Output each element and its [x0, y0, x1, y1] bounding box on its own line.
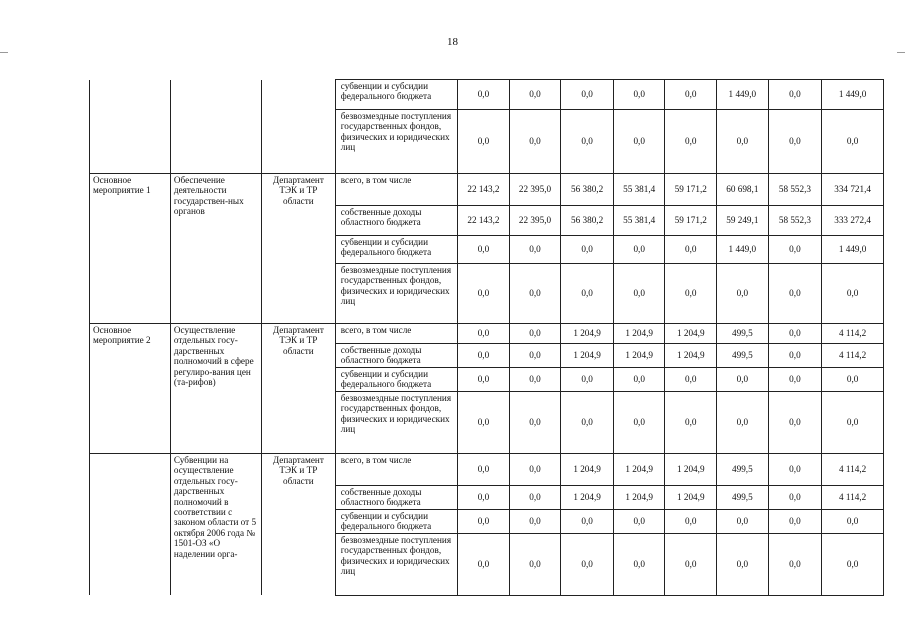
amount-cell: 1 204,9: [561, 454, 614, 486]
amount-cell: 0,0: [768, 533, 822, 595]
amount-cell: 0,0: [509, 80, 561, 110]
amount-cell: 22 143,2: [458, 174, 510, 206]
amount-cell: 0,0: [561, 110, 614, 174]
amount-cell: 1 204,9: [665, 324, 717, 344]
funding-source-label: всего, в том числе: [335, 454, 457, 486]
amount-cell: 0,0: [561, 509, 614, 533]
amount-cell: 0,0: [768, 264, 822, 324]
amount-cell: 0,0: [665, 533, 717, 595]
amount-cell: 1 204,9: [665, 486, 717, 510]
amount-cell: 0,0: [458, 324, 510, 344]
amount-cell: 59 249,1: [717, 206, 769, 236]
executor-cell: Департамент ТЭК и ТР области: [261, 454, 335, 596]
amount-cell: 0,0: [458, 533, 510, 595]
amount-cell: 0,0: [509, 454, 561, 486]
amount-cell: 0,0: [717, 533, 769, 595]
amount-cell: 0,0: [509, 486, 561, 510]
table-row: [90, 80, 884, 110]
funding-source-label: всего, в том числе: [335, 174, 457, 206]
amount-cell: 58 552,3: [768, 174, 822, 206]
amount-cell: 0,0: [458, 368, 510, 392]
amount-cell: 0,0: [509, 324, 561, 344]
amount-cell: 59 171,2: [665, 206, 717, 236]
amount-cell: 0,0: [768, 236, 822, 264]
amount-cell: 0,0: [509, 368, 561, 392]
amount-cell: 1 204,9: [613, 344, 665, 368]
amount-cell: 0,0: [717, 110, 769, 174]
amount-cell: 0,0: [613, 533, 665, 595]
amount-cell: 0,0: [768, 368, 822, 392]
amount-cell: 1 204,9: [665, 344, 717, 368]
amount-cell: 0,0: [822, 392, 884, 454]
amount-cell: 0,0: [717, 264, 769, 324]
program-cell: [170, 80, 261, 174]
amount-cell: 0,0: [458, 344, 510, 368]
amount-cell: 22 395,0: [509, 206, 561, 236]
amount-cell: 1 204,9: [561, 344, 614, 368]
amount-cell: 0,0: [665, 392, 717, 454]
amount-cell: 0,0: [822, 368, 884, 392]
section-cell: Основное мероприятие 1: [90, 174, 171, 324]
amount-cell: 1 449,0: [822, 236, 884, 264]
amount-cell: 0,0: [665, 368, 717, 392]
funding-source-label: безвозмездные поступления государственных фондов, физических и юридических лиц: [335, 392, 457, 454]
funding-source-label: безвозмездные поступления государственных фондов, физических и юридических лиц: [335, 110, 457, 174]
amount-cell: 4 114,2: [822, 324, 884, 344]
amount-cell: 0,0: [613, 368, 665, 392]
amount-cell: 4 114,2: [822, 486, 884, 510]
amount-cell: 0,0: [665, 509, 717, 533]
amount-cell: 0,0: [561, 533, 614, 595]
table-row: [90, 324, 884, 344]
executor-cell: [261, 80, 335, 174]
funding-source-label: субвенции и субсидии федерального бюджета: [335, 236, 457, 264]
amount-cell: 22 143,2: [458, 206, 510, 236]
amount-cell: 0,0: [768, 454, 822, 486]
amount-cell: 0,0: [613, 110, 665, 174]
amount-cell: 0,0: [665, 264, 717, 324]
amount-cell: 499,5: [717, 486, 769, 510]
right-edge-mark: [897, 52, 905, 53]
amount-cell: 0,0: [822, 509, 884, 533]
amount-cell: 0,0: [458, 486, 510, 510]
table-body: [90, 80, 884, 596]
amount-cell: 0,0: [509, 533, 561, 595]
program-cell: Субвенции на осуществление отдельных госу-дарственных полномочий в соответствии с законом области от 5 октября 2006 года № 1501-ОЗ «О наделении орга-: [170, 454, 261, 596]
amount-cell: 58 552,3: [768, 206, 822, 236]
executor-cell: Департамент ТЭК и ТР области: [261, 324, 335, 454]
amount-cell: 0,0: [613, 80, 665, 110]
table-row: [90, 174, 884, 206]
section-cell: [90, 454, 171, 596]
amount-cell: 0,0: [665, 80, 717, 110]
amount-cell: 0,0: [768, 324, 822, 344]
left-edge-mark: [0, 52, 8, 53]
amount-cell: 0,0: [613, 264, 665, 324]
amount-cell: 0,0: [561, 392, 614, 454]
amount-cell: 499,5: [717, 344, 769, 368]
amount-cell: 0,0: [458, 264, 510, 324]
amount-cell: 0,0: [768, 344, 822, 368]
amount-cell: 0,0: [561, 236, 614, 264]
amount-cell: 1 204,9: [561, 324, 614, 344]
table-row: [90, 454, 884, 486]
funding-source-label: собственные доходы областного бюджета: [335, 206, 457, 236]
amount-cell: 0,0: [665, 236, 717, 264]
amount-cell: 0,0: [768, 486, 822, 510]
amount-cell: 499,5: [717, 454, 769, 486]
amount-cell: 0,0: [822, 533, 884, 595]
executor-cell: Департамент ТЭК и ТР области: [261, 174, 335, 324]
funding-source-label: собственные доходы областного бюджета: [335, 486, 457, 510]
amount-cell: 0,0: [717, 368, 769, 392]
amount-cell: 1 449,0: [717, 80, 769, 110]
section-cell: [90, 80, 171, 174]
amount-cell: 4 114,2: [822, 454, 884, 486]
amount-cell: 334 721,4: [822, 174, 884, 206]
amount-cell: 0,0: [509, 392, 561, 454]
program-cell: Обеспечение деятельности государствен-ных органов: [170, 174, 261, 324]
funding-source-label: безвозмездные поступления государственных фондов, физических и юридических лиц: [335, 533, 457, 595]
amount-cell: 60 698,1: [717, 174, 769, 206]
amount-cell: 0,0: [613, 392, 665, 454]
amount-cell: 22 395,0: [509, 174, 561, 206]
amount-cell: 0,0: [458, 110, 510, 174]
amount-cell: 0,0: [717, 509, 769, 533]
amount-cell: 0,0: [613, 509, 665, 533]
amount-cell: 1 449,0: [717, 236, 769, 264]
amount-cell: 1 449,0: [822, 80, 884, 110]
section-cell: Основное мероприятие 2: [90, 324, 171, 454]
amount-cell: 0,0: [458, 392, 510, 454]
amount-cell: 0,0: [458, 454, 510, 486]
amount-cell: 0,0: [822, 110, 884, 174]
funding-source-label: субвенции и субсидии федерального бюджета: [335, 509, 457, 533]
amount-cell: 55 381,4: [613, 174, 665, 206]
amount-cell: 0,0: [509, 110, 561, 174]
amount-cell: 0,0: [665, 110, 717, 174]
amount-cell: 333 272,4: [822, 206, 884, 236]
amount-cell: 0,0: [561, 264, 614, 324]
amount-cell: 1 204,9: [561, 486, 614, 510]
amount-cell: 0,0: [561, 368, 614, 392]
funding-source-label: субвенции и субсидии федерального бюджета: [335, 80, 457, 110]
amount-cell: 0,0: [768, 392, 822, 454]
amount-cell: 0,0: [561, 80, 614, 110]
amount-cell: 1 204,9: [665, 454, 717, 486]
amount-cell: 0,0: [613, 236, 665, 264]
amount-cell: 499,5: [717, 324, 769, 344]
amount-cell: 0,0: [509, 344, 561, 368]
amount-cell: 0,0: [509, 509, 561, 533]
amount-cell: 59 171,2: [665, 174, 717, 206]
amount-cell: 56 380,2: [561, 206, 614, 236]
amount-cell: 56 380,2: [561, 174, 614, 206]
amount-cell: 1 204,9: [613, 454, 665, 486]
amount-cell: 0,0: [768, 509, 822, 533]
amount-cell: 0,0: [458, 236, 510, 264]
funding-source-label: субвенции и субсидии федерального бюджета: [335, 368, 457, 392]
amount-cell: 0,0: [509, 264, 561, 324]
funding-source-label: всего, в том числе: [335, 324, 457, 344]
amount-cell: 0,0: [768, 110, 822, 174]
amount-cell: 4 114,2: [822, 344, 884, 368]
program-cell: Осуществление отдельных госу-дарственных полномочий в сфере регулиро-вания цен (та-рифов): [170, 324, 261, 454]
funding-source-label: собственные доходы областного бюджета: [335, 344, 457, 368]
funding-source-label: безвозмездные поступления государственных фондов, физических и юридических лиц: [335, 264, 457, 324]
amount-cell: 1 204,9: [613, 486, 665, 510]
amount-cell: 0,0: [509, 236, 561, 264]
budget-table: [89, 79, 884, 596]
amount-cell: 0,0: [458, 509, 510, 533]
amount-cell: 0,0: [768, 80, 822, 110]
amount-cell: 55 381,4: [613, 206, 665, 236]
amount-cell: 1 204,9: [613, 324, 665, 344]
amount-cell: 0,0: [822, 264, 884, 324]
amount-cell: 0,0: [458, 80, 510, 110]
amount-cell: 0,0: [717, 392, 769, 454]
page-number: 18: [447, 36, 458, 48]
